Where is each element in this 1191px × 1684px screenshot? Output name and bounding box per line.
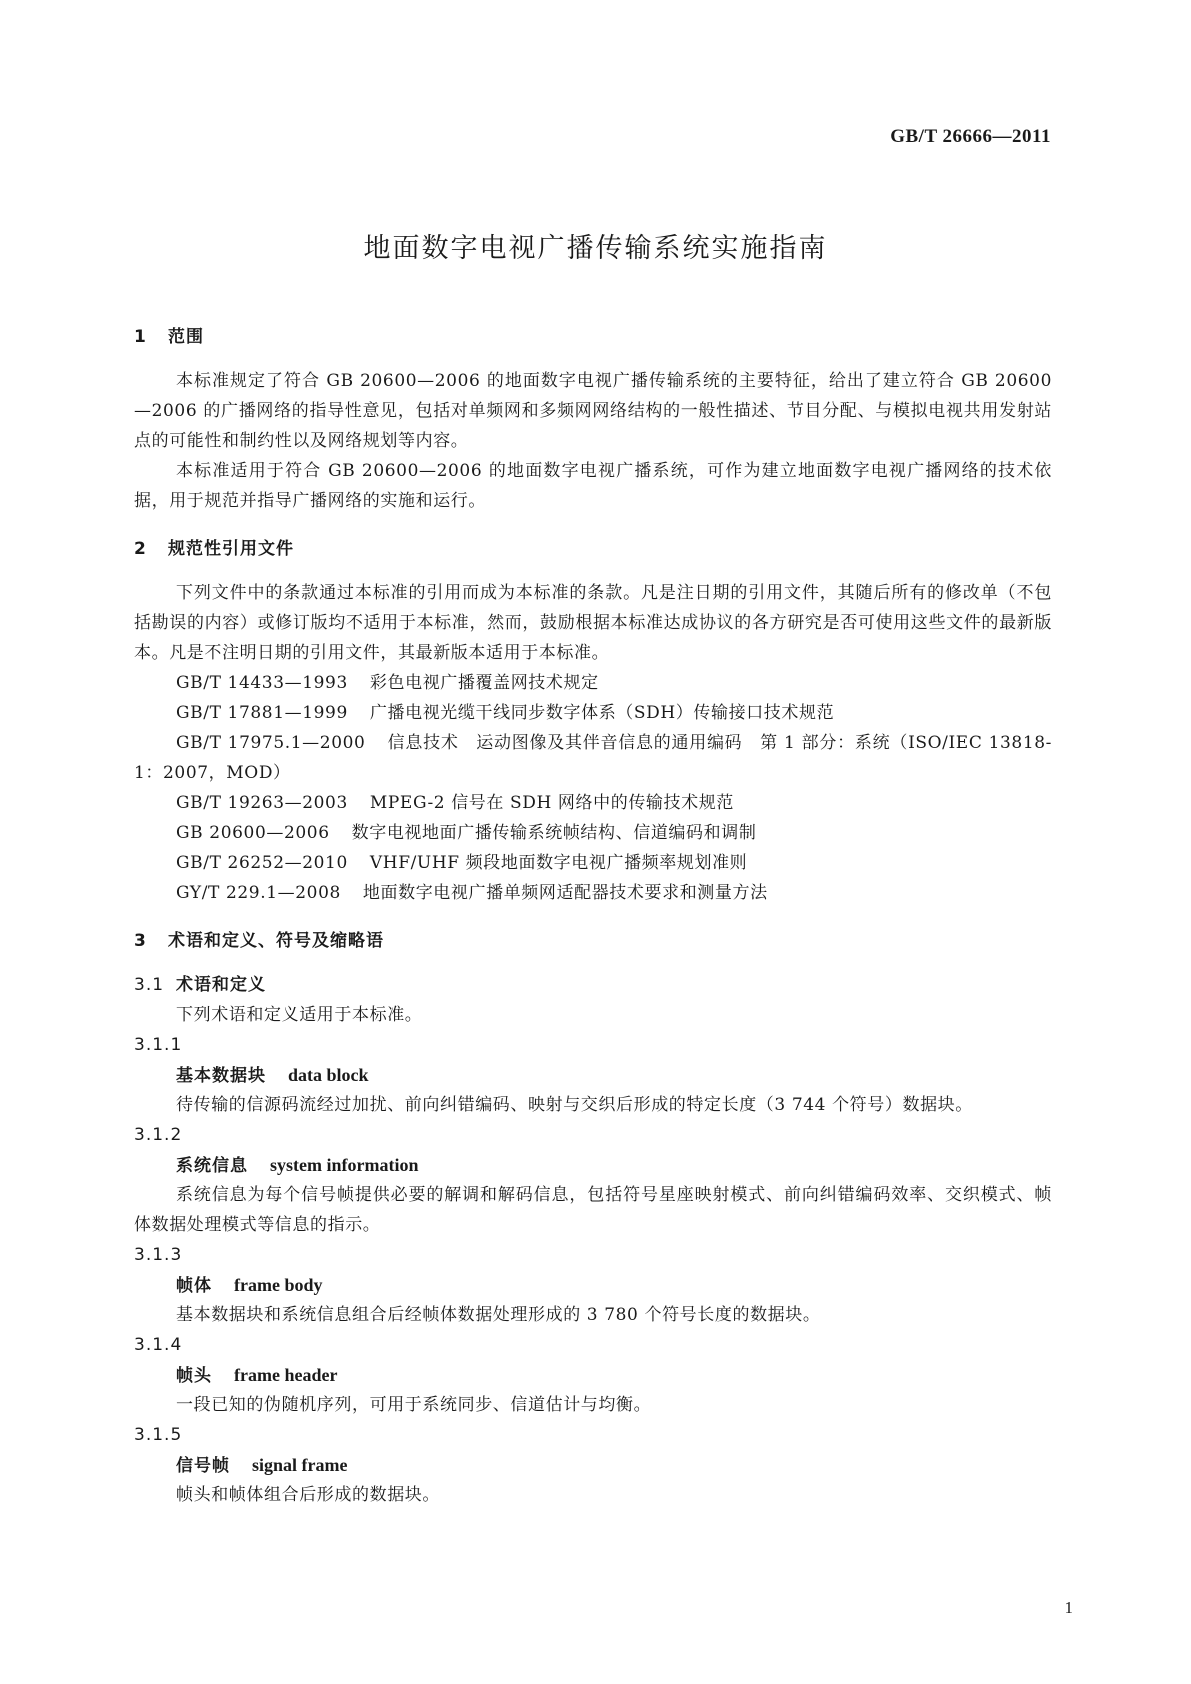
term-number: 3.1.4 — [134, 1335, 183, 1355]
reference-code: GB/T 19263—2003 — [176, 793, 348, 813]
reference-title: 彩色电视广播覆盖网技术规定 — [369, 673, 599, 693]
document-body — [134, 322, 1052, 1510]
reference-code: GB/T 17975.1—2000 — [176, 733, 366, 753]
term-english: data block — [288, 1065, 369, 1085]
reference-item — [134, 788, 1052, 818]
reference-title: MPEG-2 信号在 SDH 网络中的传输技术规范 — [369, 793, 734, 813]
section-1-paragraph-1: 本标准规定了符合 GB 20600—2006 的地面数字电视广播传输系统的主要特征，给出了建立符合 GB 20600—2006 的广播网络的指导性意见，包括对单频网和多频网网络结构的一般性描述、节目分配、与模拟电视共用发射站点的可能性和制约性以及网络规划等内容。 — [134, 371, 1052, 451]
reference-code: GB 20600—2006 — [176, 823, 330, 843]
section-number: 1 — [134, 327, 147, 347]
reference-code: GB/T 26252—2010 — [176, 853, 348, 873]
term-chinese: 帧头 — [176, 1366, 212, 1386]
term-number: 3.1.5 — [134, 1425, 183, 1445]
term-english: signal frame — [252, 1455, 348, 1475]
standard-number: GB/T 26666—2011 — [890, 126, 1051, 147]
term-heading — [134, 1450, 1052, 1480]
reference-title: 数字电视地面广播传输系统帧结构、信道编码和调制 — [351, 823, 757, 843]
section-2-heading — [134, 534, 1052, 564]
reference-title: 地面数字电视广播单频网适配器技术要求和测量方法 — [362, 883, 768, 903]
reference-item — [134, 698, 1052, 728]
section-1-heading — [134, 322, 1052, 352]
reference-title: 广播电视光缆干线同步数字体系（SDH）传输接口技术规范 — [369, 703, 835, 723]
term-number: 3.1.3 — [134, 1245, 183, 1265]
reference-title: VHF/UHF 频段地面数字电视广播频率规划准则 — [369, 853, 748, 873]
reference-item — [134, 818, 1052, 848]
term-heading — [134, 1270, 1052, 1300]
subsection-number: 3.1 — [134, 975, 165, 995]
reference-item — [134, 848, 1052, 878]
term-chinese: 帧体 — [176, 1276, 212, 1296]
section-2-intro: 下列文件中的条款通过本标准的引用而成为本标准的条款。凡是注日期的引用文件，其随后所有的修改单（不包括勘误的内容）或修订版均不适用于本标准，然而，鼓励根据本标准达成协议的各方研究是否可使用这些文件的最新版本。凡是不注明日期的引用文件，其最新版本适用于本标准。 — [134, 583, 1052, 663]
term-heading — [134, 1150, 1052, 1180]
reference-title: 信息技术 运动图像及其伴音信息的通用编码 第 1 部分：系统（ISO/IEC 13818-1：2007，MOD） — [134, 733, 1052, 783]
section-1-paragraph-2: 本标准适用于符合 GB 20600—2006 的地面数字电视广播系统，可作为建立地面数字电视广播网络的技术依据，用于规范并指导广播网络的实施和运行。 — [134, 461, 1052, 511]
term-definition: 基本数据块和系统信息组合后经帧体数据处理形成的 3 780 个符号长度的数据块。 — [176, 1305, 821, 1325]
reference-item — [134, 728, 1052, 788]
term-heading — [134, 1060, 1052, 1090]
document-title: 地面数字电视广播传输系统实施指南 — [363, 233, 828, 264]
term-english: frame header — [234, 1365, 338, 1385]
term-chinese: 信号帧 — [176, 1456, 230, 1476]
term-number: 3.1.1 — [134, 1035, 183, 1055]
term-chinese: 系统信息 — [176, 1156, 248, 1176]
reference-code: GY/T 229.1—2008 — [176, 883, 341, 903]
section-number: 2 — [134, 539, 147, 559]
section-title: 规范性引用文件 — [168, 539, 294, 559]
term-chinese: 基本数据块 — [176, 1066, 266, 1086]
section-3-heading — [134, 926, 1052, 956]
reference-item — [134, 668, 1052, 698]
reference-item — [134, 878, 1052, 908]
term-definition: 一段已知的伪随机序列，可用于系统同步、信道估计与均衡。 — [176, 1395, 652, 1415]
term-english: system information — [270, 1155, 419, 1175]
subsection-title: 术语和定义 — [176, 975, 266, 995]
term-definition: 系统信息为每个信号帧提供必要的解调和解码信息，包括符号星座映射模式、前向纠错编码效率、交织模式、帧体数据处理模式等信息的指示。 — [134, 1185, 1052, 1235]
term-english: frame body — [234, 1275, 323, 1295]
reference-code: GB/T 17881—1999 — [176, 703, 348, 723]
subsection-3-1-intro: 下列术语和定义适用于本标准。 — [176, 1005, 423, 1025]
term-definition: 帧头和帧体组合后形成的数据块。 — [176, 1485, 440, 1505]
term-definition: 待传输的信源码流经过加扰、前向纠错编码、映射与交织后形成的特定长度（3 744 个符号）数据块。 — [176, 1095, 973, 1115]
section-number: 3 — [134, 931, 147, 951]
reference-code: GB/T 14433—1993 — [176, 673, 348, 693]
term-heading — [134, 1360, 1052, 1390]
term-number: 3.1.2 — [134, 1125, 183, 1145]
page-number: 1 — [1064, 1598, 1073, 1617]
section-title: 术语和定义、符号及缩略语 — [168, 931, 384, 951]
subsection-3-1-heading — [134, 970, 1052, 1000]
section-title: 范围 — [168, 327, 204, 347]
